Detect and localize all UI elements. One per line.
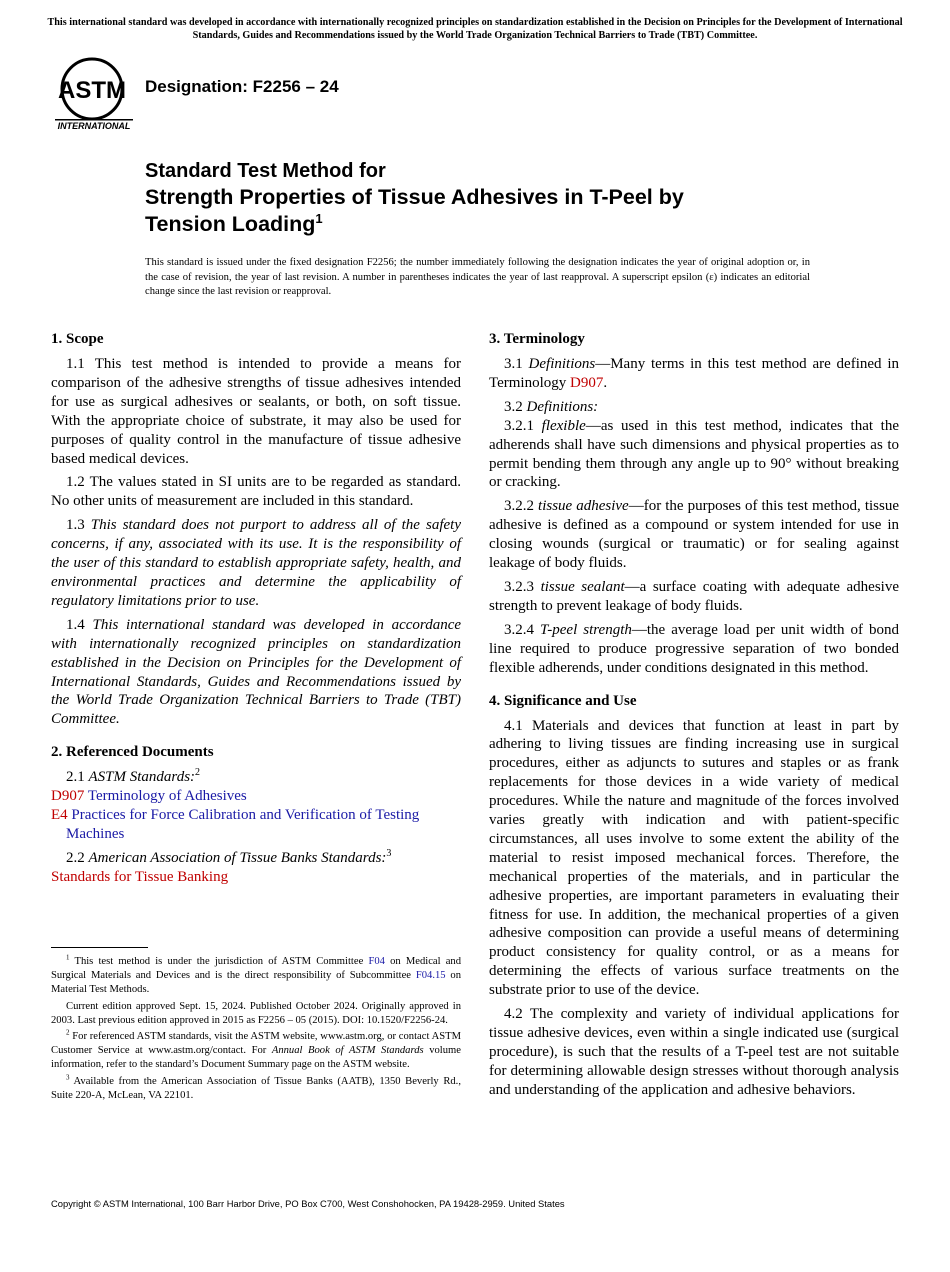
para-3-2-1: 3.2.1 flexible—as used in this test method, indicates that the adherends shall have such dimensions and physical properties as to permit bending them through any angle up to 90° without breaking or cracking. [489, 417, 899, 491]
title-line-1: Standard Test Method for [145, 160, 386, 182]
footnotes [51, 955, 461, 1105]
para-3-1: 3.1 Definitions—Many terms in this test method are defined in Terminology D907. [489, 356, 899, 391]
copyright: Copyright © ASTM International, 100 Barr Harbor Drive, PO Box C700, West Conshohocken, PA 19428-2959. United States [51, 1198, 565, 1209]
para-4-2: 4.2 The complexity and variety of individual applications for tissue adhesive devices, even within a single indicated use (surgical procedure), is such that the results of a T-peel test are not suitable for determining allowable design stresses without thorough analysis and understanding of the application and adhesive behaviors. [489, 1006, 899, 1098]
link-f04[interactable]: F04 [368, 956, 385, 967]
ref-tissue-banking[interactable]: Standards for Tissue Banking [51, 868, 229, 885]
para-2-2: 2.2 American Association of Tissue Banks Standards:$^3$ [66, 847, 392, 866]
terminology-heading: 3. Terminology [489, 331, 585, 347]
footnote-edition: Current edition approved Sept. 15, 2024. Published October 2024. Originally approved in 2003. Last previous edition approved in 2015 as F2256 – 05 (2015). DOI: 10.1520/F2256-24. [51, 1000, 461, 1026]
right-column [489, 330, 899, 1105]
footnote-1: $^1$ This test method is under the jurisdiction of ASTM Committee F04 on Medical and Surgical Materials and Devices and is the direct responsibility of Subcommittee F04.15 on Material Test Methods. [51, 953, 461, 996]
para-3-2-4: 3.2.4 T-peel strength—the average load per unit width of bond line required to produce progressive separation of two bonded flexible adherends, under conditions designated in this method. [489, 621, 899, 676]
para-1-1: 1.1 This test method is intended to provide a means for comparison of the adhesive strengths of tissue adhesives intended for use as surgical adhesives or sealants, or both, on soft tissue. With the appropriate choice of substrate, it may also be used for purposes of quality control in the manufacture of tissue adhesive based medical devices. [51, 356, 461, 467]
link-f04-15[interactable]: F04.15 [415, 970, 446, 982]
title-footnote-mark: 1 [315, 210, 323, 226]
footnote-3: $^3$ Available from the American Association of Tissue Banks (AATB), 1350 Beverly Rd., Suite 220-A, McLean, VA 22101. [51, 1073, 461, 1101]
para-3-2-2: 3.2.2 tissue adhesive—for the purposes of this test method, tissue adhesive is defined as a compound or system intended for use in closing wounds (surgical or traumatic) or for sealing against leakage of body fluids. [489, 498, 899, 572]
top-notice: This international standard was developed in accordance with internationally recognized principles on standardization established in the Decision on Principles for the Development of International Standards, Guides and Recommendations issued by the World Trade Organization Technical Barriers to Trade (TBT) Committee. [47, 17, 903, 41]
referenced-documents-heading: 2. Referenced Documents [51, 744, 214, 761]
logo-letters: ASTM [58, 77, 126, 104]
link-d907[interactable]: D907 [570, 374, 604, 391]
scope-heading: 1. Scope [51, 331, 104, 347]
left-column [51, 330, 461, 892]
title-line-3: Tension Loading [145, 212, 316, 236]
ref-e4[interactable]: E4 Practices for Force Calibration and Verification of Testing Machines [51, 807, 420, 842]
significance-heading: 4. Significance and Use [489, 692, 637, 709]
ref-d907[interactable]: D907 Terminology of Adhesives [51, 788, 247, 805]
para-3-2-3: 3.2.3 tissue sealant—a surface coating with adequate adhesive strength to prevent leakage of body fluids. [489, 578, 899, 614]
designation: Designation: F2256 – 24 [145, 77, 339, 96]
issuance-note: This standard is issued under the fixed designation F2256; the number immediately following the designation indicates the year of original adoption or, in the case of revision, the year of last revision. A number in parentheses indicates the year of last reapproval. A superscript epsilon (ε) indicates an editorial change since the last revision or reapproval. [145, 257, 810, 298]
para-1-3: 1.3 This standard does not purport to address all of the safety concerns, if any, associated with its use. It is the responsibility of the user of this standard to establish appropriate safety, health, and environmental practices and determine the applicability of regulatory limitations prior to use. [51, 517, 461, 609]
para-1-2: 1.2 The values stated in SI units are to be regarded as standard. No other units of measurement are included in this standard. [51, 474, 461, 510]
title-line-2: Strength Properties of Tissue Adhesives in T-Peel by [145, 185, 684, 209]
logo-label: INTERNATIONAL [57, 121, 131, 131]
astm-logo [53, 56, 135, 132]
para-4-1: 4.1 Materials and devices that function at least in part by adhering to living tissues are finding increasing use in surgical procedures, either as adjuncts to sutures and staples or as frank replacements for those devices in a wide variety of medical procedures. While the nature and magnitude of the forces involved varies greatly with indication and with patient-specific circumstances, all uses involve to some extent the ability of the material to resist imposed mechanical forces. Therefore, the mechanical properties of the materials, and in particular the adhesive properties, are important parameters in evaluating their fitness for use. In addition, the mechanical properties of a given adhesive composition can provide a useful means of determining product consistency for quality control, or as a means for determining the effects of various surface treatments on the substrate prior to use of the device. [489, 717, 899, 999]
para-2-1: 2.1 ASTM Standards:$^2$ [66, 767, 201, 786]
para-3-2: 3.2 Definitions: [504, 398, 599, 415]
footnote-2: $^2$ For referenced ASTM standards, visit the ASTM website, www.astm.org, or contact ASTM Customer Service at www.astm.org/contact. For Annual Book of ASTM Standards volume information, refer to the standard’s Document Summary page on the ASTM website. [51, 1028, 461, 1071]
footnote-rule [51, 947, 148, 948]
document-title [145, 158, 865, 238]
para-1-4: 1.4 This international standard was developed in accordance with internationally recognized principles on standardization established in the Decision on Principles for the Development of International Standards, Guides and Recommendations issued by the World Trade Organization Technical Barriers to Trade (TBT) Committee. [51, 616, 462, 728]
